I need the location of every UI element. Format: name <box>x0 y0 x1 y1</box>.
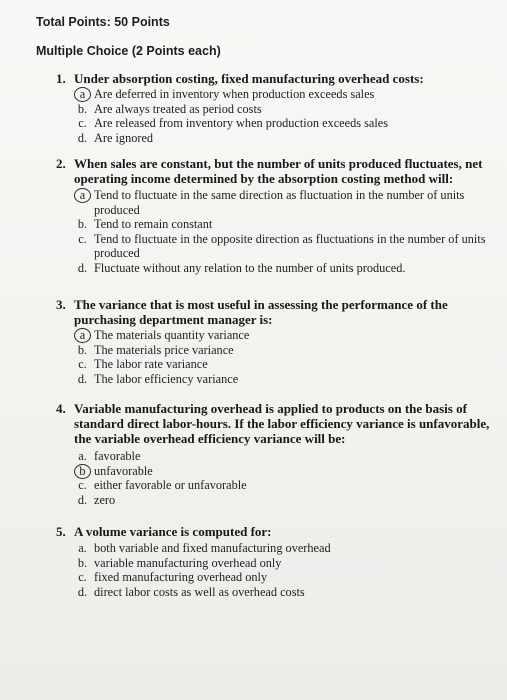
answer-options <box>56 328 496 386</box>
option-c[interactable] <box>56 357 496 372</box>
question-text: Under absorption costing, fixed manufacturing overhead costs: <box>74 71 424 86</box>
question-number: 5. <box>56 524 66 539</box>
question-4 <box>56 401 496 507</box>
option-a[interactable] <box>56 87 496 102</box>
option-a[interactable] <box>56 188 496 217</box>
option-text: Are always treated as period costs <box>94 101 262 116</box>
option-c[interactable] <box>56 116 496 131</box>
option-text: The labor rate variance <box>94 357 208 372</box>
option-b[interactable] <box>56 102 496 117</box>
option-letter: b. <box>77 217 88 232</box>
total-points-header: Total Points: 50 Points <box>36 15 170 29</box>
option-letter: d. <box>77 260 88 275</box>
option-text: Are deferred in inventory when production exceeds sales <box>94 87 375 101</box>
answer-options <box>56 188 496 276</box>
option-letter: a. <box>78 449 87 463</box>
option-text: Tend to remain constant <box>94 217 213 232</box>
question-number: 1. <box>56 71 66 86</box>
option-text: favorable <box>94 449 141 463</box>
option-letter: d. <box>77 371 88 386</box>
option-b[interactable] <box>56 343 496 358</box>
option-b[interactable] <box>56 217 496 232</box>
option-letter: b. <box>77 342 88 357</box>
question-stem <box>56 401 496 446</box>
option-letter: a. <box>78 541 87 555</box>
option-b[interactable] <box>56 556 496 571</box>
option-letter: c. <box>78 478 87 493</box>
option-text: Are released from inventory when production exceeds sales <box>94 116 388 131</box>
option-text: both variable and fixed manufacturing overhead <box>94 541 331 555</box>
option-b[interactable] <box>56 464 496 479</box>
option-text: The materials price variance <box>94 342 234 357</box>
option-letter: b. <box>77 555 88 570</box>
option-d[interactable] <box>56 131 496 146</box>
answer-options <box>56 87 496 145</box>
circled-answer-marker: a <box>74 188 91 203</box>
option-letter: d. <box>77 584 88 599</box>
option-d[interactable] <box>56 261 496 276</box>
question-stem <box>56 156 496 186</box>
question-number: 2. <box>56 156 66 171</box>
circled-answer-marker: a <box>74 87 91 102</box>
question-stem <box>56 71 496 86</box>
option-letter: c. <box>78 231 87 246</box>
question-3 <box>56 297 496 386</box>
option-text: direct labor costs as well as overhead costs <box>94 584 305 599</box>
option-a[interactable] <box>56 541 496 556</box>
question-number: 4. <box>56 401 66 416</box>
option-d[interactable] <box>56 493 496 508</box>
question-text: A volume variance is computed for: <box>74 524 272 539</box>
circled-answer-marker: a <box>74 328 91 343</box>
question-stem <box>56 297 496 327</box>
option-text: Tend to fluctuate in the same direction as fluctuation in the number of units produced <box>94 188 465 217</box>
option-text: either favorable or unfavorable <box>94 478 247 493</box>
option-text: Are ignored <box>94 130 154 145</box>
question-text: When sales are constant, but the number of units produced fluctuates, net operating income determined by the absorption costing method will: <box>74 156 483 186</box>
option-letter: d. <box>77 492 88 507</box>
question-text: Variable manufacturing overhead is applied to products on the basis of standard direct labor-hours. If the labor efficiency variance is unfavorable, the variable overhead efficiency variance will be: <box>74 401 490 446</box>
option-letter: c. <box>78 357 87 372</box>
option-text: The labor efficiency variance <box>94 371 239 386</box>
option-d[interactable] <box>56 372 496 387</box>
option-a[interactable] <box>56 328 496 343</box>
option-c[interactable] <box>56 478 496 493</box>
option-letter: b. <box>77 101 88 116</box>
option-text: zero <box>94 492 116 507</box>
section-title: Multiple Choice (2 Points each) <box>36 44 221 58</box>
question-2 <box>56 156 496 276</box>
option-text: Tend to fluctuate in the opposite direction as fluctuations in the number of units produced <box>94 231 486 261</box>
option-letter: d. <box>77 130 88 145</box>
option-text: variable manufacturing overhead only <box>94 555 282 570</box>
option-text: The materials quantity variance <box>94 328 250 342</box>
question-text: The variance that is most useful in assessing the performance of the purchasing department manager is: <box>74 297 448 327</box>
option-c[interactable] <box>56 570 496 585</box>
circled-answer-marker: b <box>74 464 91 479</box>
option-a[interactable] <box>56 449 496 464</box>
question-1 <box>56 71 496 145</box>
option-text: Fluctuate without any relation to the number of units produced. <box>94 260 406 275</box>
question-number: 3. <box>56 297 66 312</box>
option-letter: c. <box>78 570 87 585</box>
answer-options <box>56 449 496 507</box>
option-c[interactable] <box>56 232 496 261</box>
question-5 <box>56 524 496 599</box>
answer-options <box>56 541 496 599</box>
option-letter: c. <box>78 116 87 131</box>
option-d[interactable] <box>56 585 496 600</box>
option-text: unfavorable <box>94 463 153 478</box>
question-stem <box>56 524 496 539</box>
option-text: fixed manufacturing overhead only <box>94 570 268 585</box>
